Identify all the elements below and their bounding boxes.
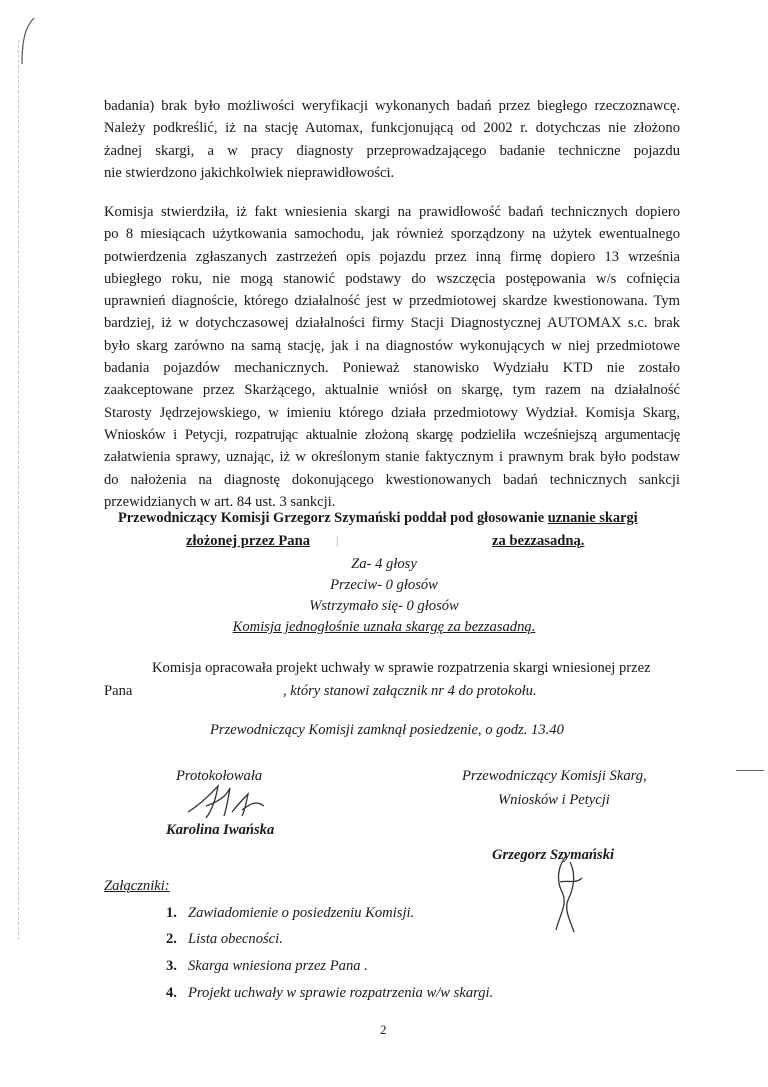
vote-intro	[118, 510, 638, 527]
attachment-number: 3.	[166, 958, 177, 974]
attachment-text: Projekt uchwały w sprawie rozpatrzenia w/w skargi.	[188, 985, 494, 1001]
vote-intro-underlined: uznanie skargi	[547, 510, 638, 526]
attachment-number: 4.	[166, 985, 177, 1001]
attachment-item	[166, 931, 283, 948]
text-line: bardziej, iż w dotychczasowej działalności firmy Stacji Diagnostycznej AUTOMAX s.c. brak	[104, 315, 680, 332]
resolution-line-2b: , który stanowi załącznik nr 4 do protokołu.	[283, 683, 537, 699]
text-line: załatwienia sprawy, uznając, iż w określonym stanie faktycznym i prawnym brak było podstaw	[104, 449, 680, 466]
vote-intro-text: Przewodniczący Komisji Grzegorz Szymański poddał pod głosowanie	[118, 510, 548, 526]
chair-name: Grzegorz Szymański	[492, 847, 615, 863]
recorder-name: Karolina Iwańska	[166, 822, 275, 838]
vote-result: Komisja jednogłośnie uznała skargę za bezzasadną.	[232, 619, 536, 635]
attachment-item	[166, 958, 368, 975]
attachment-item	[166, 985, 493, 1002]
text-line: badania) brak było możliwości weryfikacji wykonanych badań przez biegłego rzeczoznawcę.	[104, 98, 680, 114]
text-line: przewidzianych w art. 84 ust. 3 sankcji.	[104, 493, 336, 510]
vote-for: Za- 4 głosy	[351, 556, 417, 572]
paragraph-continuation	[104, 95, 680, 184]
text-line: Wniosków i Petycji, rozpatrując aktualnie złożoną skargę podzieliła wcześniejszą argumentację	[104, 426, 680, 443]
text-line: Starosty Jędrzejowskiego, w imieniu którego działa przedmiotowy Wydział. Komisja Skarg,	[104, 404, 680, 421]
scan-margin-line	[18, 40, 20, 940]
chair-role-2: Wniosków i Petycji	[498, 792, 610, 808]
text-line: badania pojazdów mechanicznych. Ponieważ stanowisko Wydziału KTD nie zostało	[104, 360, 680, 377]
attachment-text: Lista obecności.	[188, 931, 283, 947]
chair-signature	[548, 852, 590, 936]
attachment-text: Skarga wniesiona przez Pana .	[188, 958, 368, 974]
text-line: Należy podkreślić, iż na stację Automax, funkcjonującą od 2002 r. dotychczas nie złożono	[104, 120, 680, 137]
margin-dash	[736, 770, 764, 771]
paragraph-commission-findings	[104, 201, 680, 513]
recorder-signature	[184, 782, 274, 822]
resolution-line-1: Komisja opracowała projekt uchwały w sprawie rozpatrzenia skargi wniesionej przez	[152, 660, 651, 676]
closing-statement: Przewodniczący Komisji zamknął posiedzenie, o godz. 13.40	[210, 722, 564, 738]
text-line: po 8 miesiącach użytkowania samochodu, jak również sporządzony na użytek ewentualnego	[104, 226, 680, 243]
text-line: ubiegłego roku, nie mogą stanowić podstawy do wszczęcia postępowania w/s cofnięcia	[104, 270, 680, 287]
attachment-number: 2.	[166, 931, 177, 947]
text-line: zaakceptowane przez Skarżącego, aktualnie wniósł on skargę, tym razem na działalność	[104, 382, 680, 399]
text-line: potwierdzenia zgłaszanych zastrzeżeń opis pojazdu przez inną firmę dopiero 13 września	[104, 248, 680, 265]
text-line: nie stwierdzono jakichkolwiek nieprawidłowości.	[104, 164, 395, 181]
vote-line-2b: za bezzasadną.	[492, 533, 585, 549]
page-number: 2	[380, 1022, 387, 1037]
recorder-role: Protokołowała	[176, 768, 263, 784]
attachment-number: 1.	[166, 905, 177, 921]
text-line: było skarg zarówno na samą stację, jak i na diagnostów wykonujących w niej przedmiotowe	[104, 337, 680, 354]
attachment-text: Zawiadomienie o posiedzeniu Komisji.	[188, 905, 415, 921]
attachments-heading: Załączniki:	[104, 878, 170, 894]
text-line: żadnej skargi, a w pracy diagnosty przeprowadzającego badanie techniczne pojazdu	[104, 142, 680, 159]
chair-role-1: Przewodniczący Komisji Skarg,	[462, 768, 647, 784]
text-line: Komisja stwierdziła, iż fakt wniesienia skargi na prawidłowość badań technicznych dopiero	[104, 204, 680, 220]
vote-line-2a: złożonej przez Pana	[186, 533, 311, 549]
vote-against: Przeciw- 0 głosów	[330, 577, 438, 593]
resolution-line-2a: Pana	[104, 683, 133, 699]
text-line: do nałożenia na diagnostę dokonującego kwestionowanych badań technicznych sankcji	[104, 471, 680, 488]
redaction-gap: |	[336, 533, 339, 547]
attachment-item	[166, 905, 414, 922]
text-line: uprawnień diagnoście, którego działalność jest w przedmiotowej skardze kwestionowana. Tym	[104, 293, 680, 310]
vote-abstain: Wstrzymało się- 0 głosów	[309, 598, 459, 614]
